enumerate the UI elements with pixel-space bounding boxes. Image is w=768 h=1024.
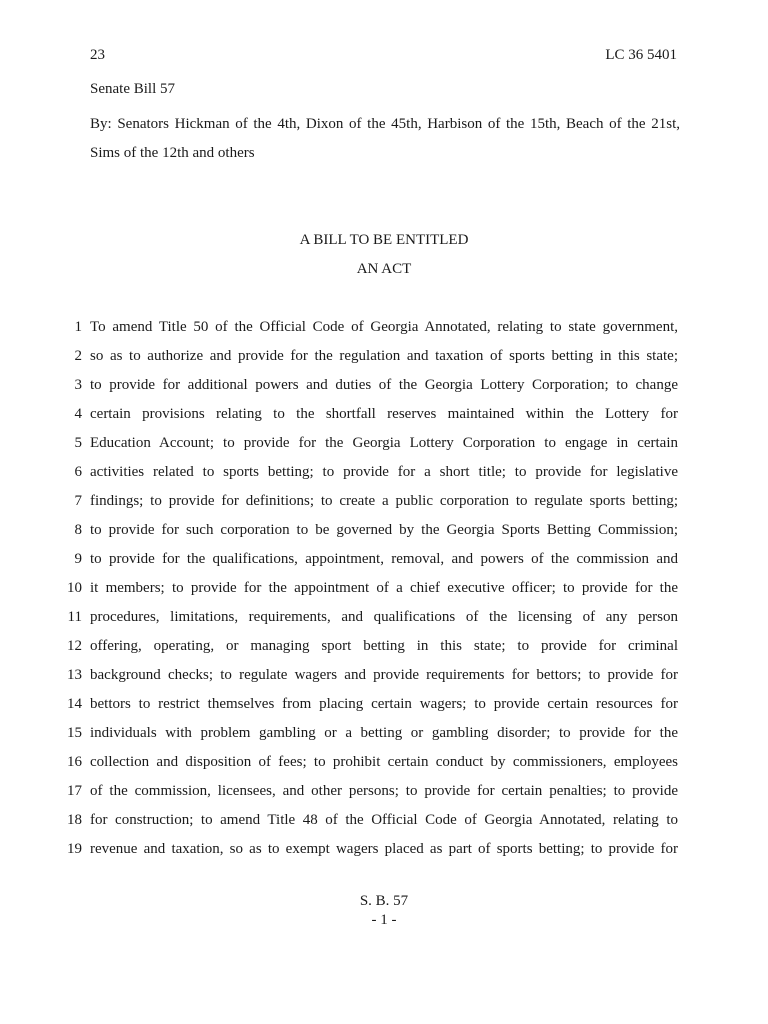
sponsors	[90, 110, 680, 168]
line-text: collection and disposition of fees; to prohibit certain conduct by commissioners, employees	[90, 754, 678, 770]
footer-bill-short: S. B. 57	[359, 893, 409, 909]
numbered-line	[0, 661, 768, 690]
title-line-2: AN ACT	[356, 261, 412, 277]
line-number: 13	[67, 667, 82, 683]
numbered-line	[0, 574, 768, 603]
numbered-line	[0, 632, 768, 661]
line-number: 19	[67, 841, 82, 857]
line-text: procedures, limitations, requirements, and qualifications of the licensing of any person	[90, 609, 678, 625]
line-text: background checks; to regulate wagers and provide requirements for bettors; to provide for	[90, 667, 678, 683]
line-number: 4	[74, 406, 82, 422]
lc-number: LC 36 5401	[605, 47, 677, 63]
line-text: of the commission, licensees, and other persons; to provide for certain penalties; to provide	[90, 783, 678, 799]
line-text: To amend Title 50 of the Official Code of Georgia Annotated, relating to state government,	[90, 319, 678, 335]
numbered-line	[0, 603, 768, 632]
line-text: Education Account; to provide for the Georgia Lottery Corporation to engage in certain	[90, 435, 678, 451]
line-number: 7	[74, 493, 82, 509]
line-number: 18	[67, 812, 82, 828]
numbered-line	[0, 719, 768, 748]
line-number: 15	[67, 725, 82, 741]
line-text: certain provisions relating to the shortfall reserves maintained within the Lottery for	[90, 406, 678, 422]
line-text: revenue and taxation, so as to exempt wagers placed as part of sports betting; to provide for	[90, 841, 678, 857]
line-text: to provide for such corporation to be governed by the Georgia Sports Betting Commission;	[90, 522, 678, 538]
line-number: 8	[74, 522, 82, 538]
title-line-1: A BILL TO BE ENTITLED	[299, 232, 469, 248]
line-number: 14	[67, 696, 82, 712]
line-text: to provide for additional powers and duties of the Georgia Lottery Corporation; to change	[90, 377, 678, 393]
line-text: individuals with problem gambling or a betting or gambling disorder; to provide for the	[90, 725, 678, 741]
numbered-line	[0, 429, 768, 458]
page-footer	[0, 892, 768, 930]
numbered-line	[0, 342, 768, 371]
numbered-line	[0, 371, 768, 400]
line-text: offering, operating, or managing sport betting in this state; to provide for criminal	[90, 638, 678, 654]
line-number: 16	[67, 754, 82, 770]
numbered-line	[0, 806, 768, 835]
line-number: 12	[67, 638, 82, 654]
line-number: 5	[74, 435, 82, 451]
numbered-line	[0, 516, 768, 545]
bill-body	[0, 313, 768, 864]
sponsors-line-2: Sims of the 12th and others	[90, 145, 255, 161]
line-number: 3	[74, 377, 82, 393]
numbered-line	[0, 748, 768, 777]
numbered-line	[0, 313, 768, 342]
page-code: 23	[90, 47, 105, 63]
numbered-line	[0, 487, 768, 516]
line-text: activities related to sports betting; to provide for a short title; to provide for legislative	[90, 464, 678, 480]
line-number: 11	[67, 609, 82, 625]
bill-number: Senate Bill 57	[90, 81, 175, 97]
numbered-line	[0, 690, 768, 719]
line-text: findings; to provide for definitions; to create a public corporation to regulate sports betting;	[90, 493, 678, 509]
numbered-line	[0, 777, 768, 806]
bill-title	[0, 226, 768, 284]
footer-page-number: - 1 -	[371, 912, 397, 928]
numbered-line	[0, 545, 768, 574]
line-number: 10	[67, 580, 82, 596]
line-text: for construction; to amend Title 48 of the Official Code of Georgia Annotated, relating to	[90, 812, 678, 828]
line-number: 1	[74, 319, 82, 335]
line-text: bettors to restrict themselves from placing certain wagers; to provide certain resources for	[90, 696, 678, 712]
numbered-line	[0, 835, 768, 864]
line-number: 17	[67, 783, 82, 799]
line-number: 2	[74, 348, 82, 364]
line-text: so as to authorize and provide for the regulation and taxation of sports betting in this state;	[90, 348, 678, 364]
line-number: 6	[74, 464, 82, 480]
sponsors-line-1: By: Senators Hickman of the 4th, Dixon of the 45th, Harbison of the 15th, Beach of the 21st,	[90, 116, 680, 132]
line-number: 9	[74, 551, 82, 567]
numbered-line	[0, 400, 768, 429]
line-text: it members; to provide for the appointment of a chief executive officer; to provide for the	[90, 580, 678, 596]
numbered-line	[0, 458, 768, 487]
line-text: to provide for the qualifications, appointment, removal, and powers of the commission and	[90, 551, 678, 567]
